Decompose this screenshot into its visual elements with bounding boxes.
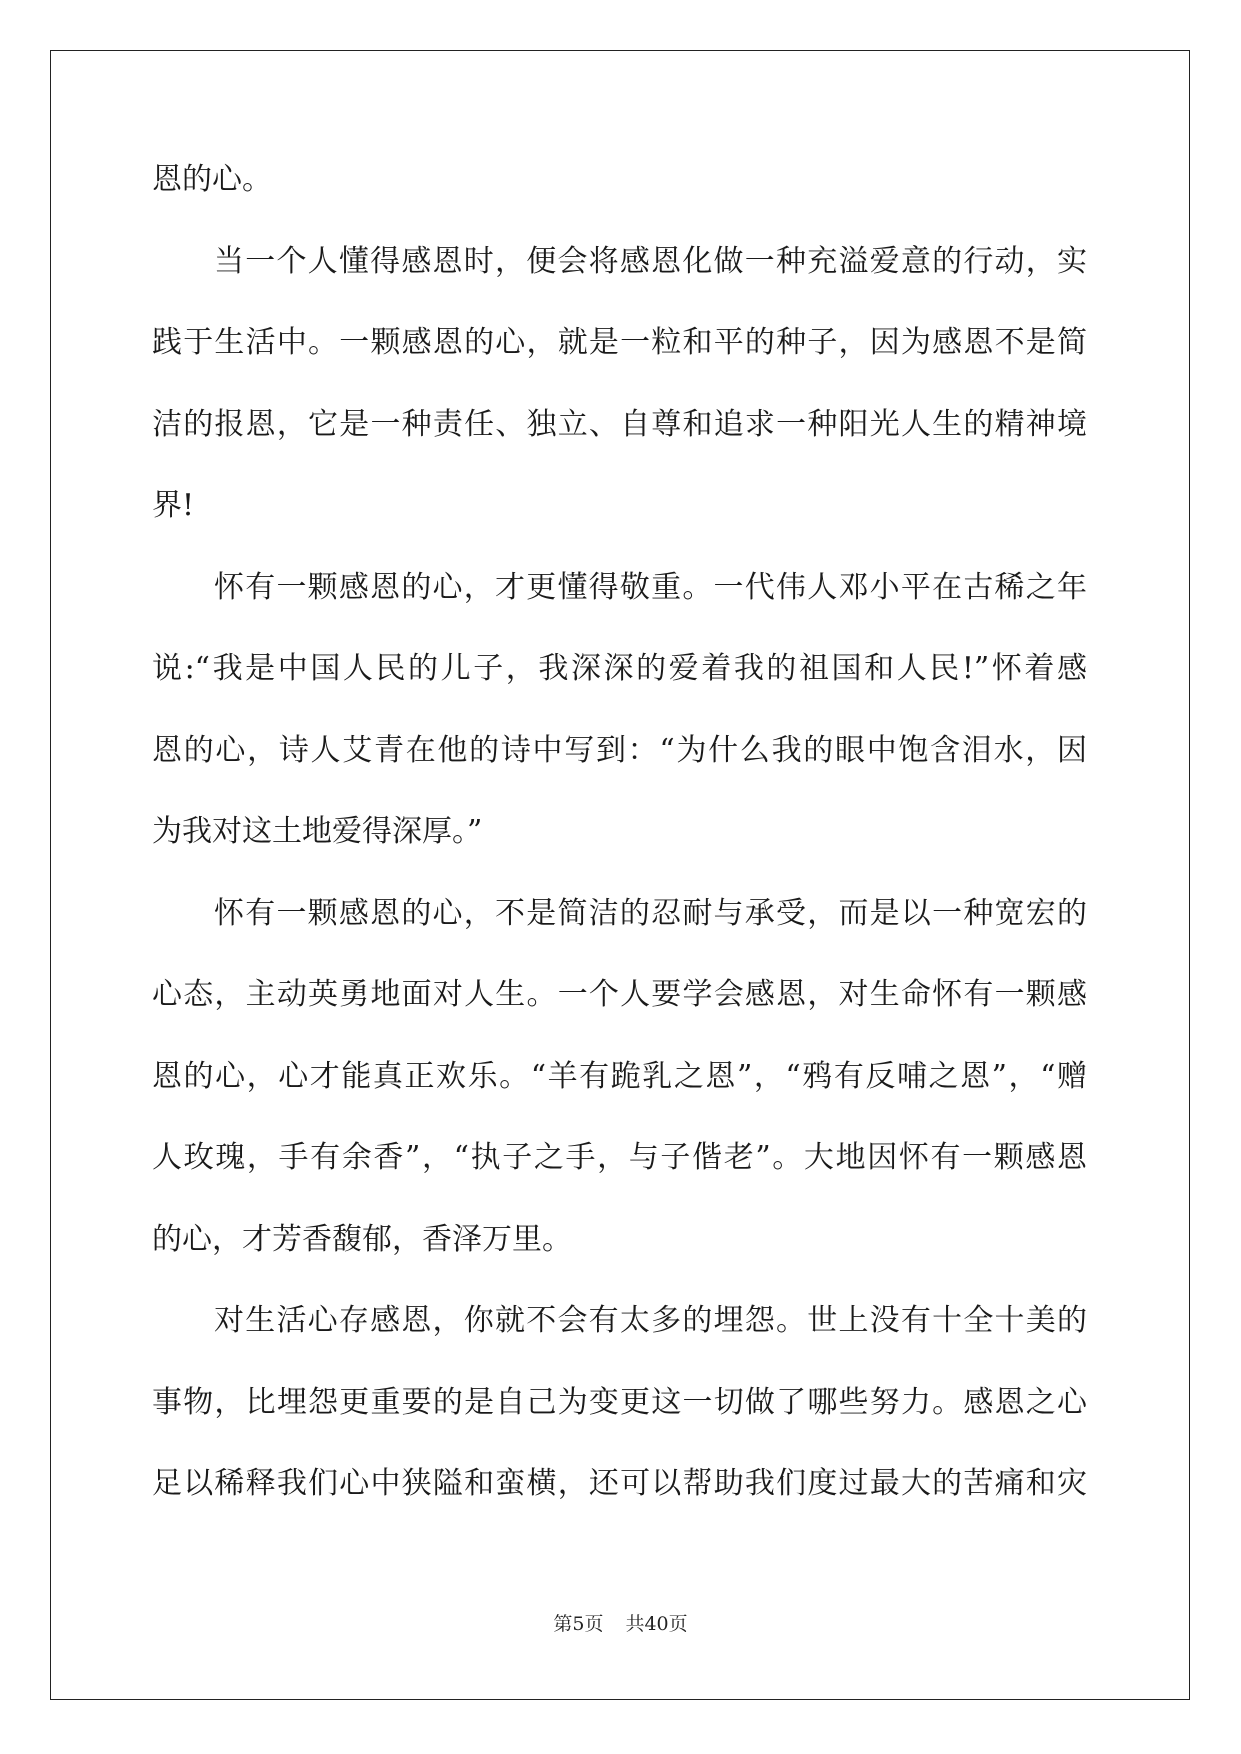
text-line: 对生活心存感恩，你就不会有太多的埋怨。世上没有十全十美的 (214, 1303, 1087, 1338)
text-line: 事物，比埋怨更重要的是自己为变更这一切做了哪些努力。感恩之心 (152, 1384, 1087, 1420)
text-line: 说:“我是中国人民的儿子，我深深的爱着我的祖国和人民!”怀着感 (152, 651, 1087, 686)
text-line: 界! (152, 488, 195, 523)
text-line: 为我对这土地爱得深厚。” (152, 814, 483, 849)
text-line: 足以稀释我们心中狭隘和蛮横，还可以帮助我们度过最大的苦痛和灾 (152, 1466, 1087, 1501)
page-footer (0, 1612, 1241, 1636)
text-line: 恩的心。 (152, 162, 272, 197)
text-line: 恩的心，诗人艾青在他的诗中写到：“为什么我的眼中饱含泪水，因 (152, 732, 1087, 768)
text-line: 恩的心，心才能真正欢乐。“羊有跪乳之恩”，“鸦有反哺之恩”，“赠 (152, 1058, 1087, 1094)
text-line: 洁的报恩，它是一种责任、独立、自尊和追求一种阳光人生的精神境 (152, 406, 1087, 442)
text-line: 的心，才芳香馥郁，香泽万里。 (152, 1221, 572, 1257)
text-line: 践于生活中。一颗感恩的心，就是一粒和平的种子，因为感恩不是简 (152, 325, 1087, 360)
text-line: 怀有一颗感恩的心，才更懂得敬重。一代伟人邓小平在古稀之年 (214, 569, 1087, 605)
document-body (152, 155, 1087, 1541)
text-line: 当一个人懂得感恩时，便会将感恩化做一种充溢爱意的行动，实 (214, 243, 1087, 279)
text-line: 心态，主动英勇地面对人生。一个人要学会感恩，对生命怀有一颗感 (152, 977, 1087, 1012)
page-number: 第5页 (553, 1613, 604, 1635)
page-total: 共40页 (625, 1613, 688, 1635)
text-line: 人玫瑰，手有余香”，“执子之手，与子偕老”。大地因怀有一颗感恩 (152, 1140, 1087, 1175)
text-line: 怀有一颗感恩的心，不是简洁的忍耐与承受，而是以一种宽宏的 (214, 895, 1087, 931)
